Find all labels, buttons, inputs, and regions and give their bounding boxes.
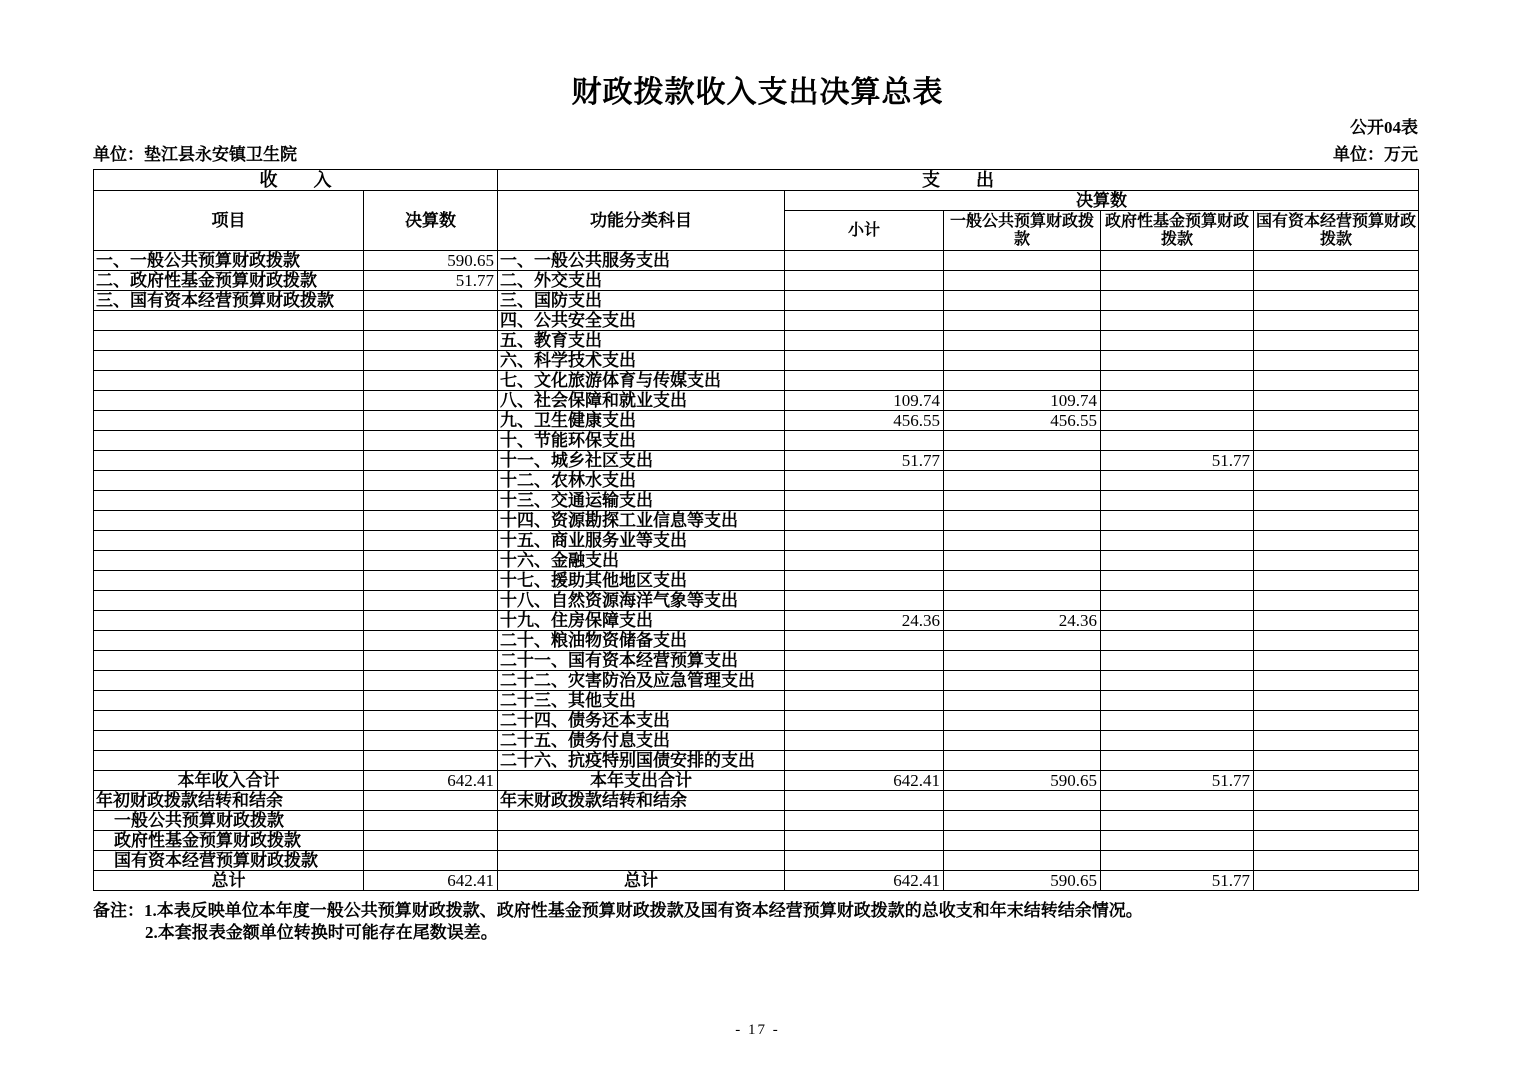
expense-item-label: 二十四、债务还本支出 (498, 711, 785, 731)
expense-general-budget-value (944, 711, 1101, 731)
expense-government-fund-value (1101, 251, 1254, 271)
table-row (94, 631, 1419, 651)
table-row (94, 731, 1419, 751)
income-item-label (94, 691, 364, 711)
income-item-value (364, 291, 498, 311)
expense-government-fund-value (1101, 671, 1254, 691)
expense-subtotal-value (785, 531, 944, 551)
expense-government-fund-value (1101, 311, 1254, 331)
expense-general-budget-value (944, 651, 1101, 671)
table-row (94, 831, 1419, 851)
expense-item-label: 三、国防支出 (498, 291, 785, 311)
summary-government-fund-value (1101, 811, 1254, 831)
expense-general-budget-value (944, 551, 1101, 571)
col-header-state-capital-budget: 国有资本经营预算财政拨款 (1254, 211, 1419, 251)
expense-general-budget-value (944, 371, 1101, 391)
summary-subtotal-value (785, 851, 944, 871)
table-row (94, 431, 1419, 451)
expense-subtotal-value (785, 631, 944, 651)
income-item-label: 二、政府性基金预算财政拨款 (94, 271, 364, 291)
expense-subtotal-value (785, 291, 944, 311)
expense-government-fund-value (1101, 651, 1254, 671)
income-item-label (94, 331, 364, 351)
summary-subtotal-value: 642.41 (785, 871, 944, 891)
table-row (94, 651, 1419, 671)
expense-state-capital-value (1254, 511, 1419, 531)
table-row (94, 451, 1419, 471)
expense-government-fund-value (1101, 571, 1254, 591)
expense-government-fund-value (1101, 751, 1254, 771)
expense-general-budget-value (944, 451, 1101, 471)
expense-state-capital-value (1254, 691, 1419, 711)
expense-government-fund-value (1101, 591, 1254, 611)
income-item-value (364, 491, 498, 511)
expense-general-budget-value (944, 251, 1101, 271)
expense-general-budget-value (944, 591, 1101, 611)
expense-government-fund-value: 51.77 (1101, 451, 1254, 471)
table-row (94, 851, 1419, 871)
expense-item-label: 十二、农林水支出 (498, 471, 785, 491)
summary-government-fund-value: 51.77 (1101, 771, 1254, 791)
summary-general-budget-value (944, 811, 1101, 831)
expense-item-label: 二十一、国有资本经营预算支出 (498, 651, 785, 671)
income-item-label: 一、一般公共预算财政拨款 (94, 251, 364, 271)
expense-subtotal-value (785, 251, 944, 271)
summary-income-label: 政府性基金预算财政拨款 (94, 831, 364, 851)
expense-general-budget-value (944, 691, 1101, 711)
expense-general-budget-value (944, 751, 1101, 771)
income-item-value (364, 731, 498, 751)
income-item-label (94, 471, 364, 491)
table-row (94, 191, 1419, 211)
expense-state-capital-value (1254, 711, 1419, 731)
summary-expense-label (498, 811, 785, 831)
expense-general-budget-value: 456.55 (944, 411, 1101, 431)
expense-state-capital-value (1254, 651, 1419, 671)
expense-subtotal-value (785, 571, 944, 591)
summary-general-budget-value (944, 831, 1101, 851)
expense-section-header: 支 出 (498, 170, 1419, 191)
expense-state-capital-value (1254, 611, 1419, 631)
table-row (94, 471, 1419, 491)
expense-general-budget-value (944, 571, 1101, 591)
col-header-expense-final-amount: 决算数 (785, 191, 1419, 211)
expense-general-budget-value (944, 271, 1101, 291)
expense-subtotal-value (785, 331, 944, 351)
income-item-value (364, 711, 498, 731)
expense-item-label: 二、外交支出 (498, 271, 785, 291)
expense-general-budget-value (944, 431, 1101, 451)
col-header-functional-classification: 功能分类科目 (498, 191, 785, 251)
summary-state-capital-value (1254, 811, 1419, 831)
expense-government-fund-value (1101, 711, 1254, 731)
summary-income-value (364, 811, 498, 831)
expense-subtotal-value: 109.74 (785, 391, 944, 411)
summary-income-value (364, 831, 498, 851)
expense-subtotal-value (785, 551, 944, 571)
expense-item-label: 二十、粮油物资储备支出 (498, 631, 785, 651)
summary-state-capital-value (1254, 851, 1419, 871)
expense-government-fund-value (1101, 691, 1254, 711)
expense-government-fund-value (1101, 511, 1254, 531)
col-header-subtotal: 小计 (785, 211, 944, 251)
income-item-label (94, 351, 364, 371)
summary-income-label: 年初财政拨款结转和结余 (94, 791, 364, 811)
income-item-label (94, 731, 364, 751)
expense-state-capital-value (1254, 591, 1419, 611)
expense-state-capital-value (1254, 731, 1419, 751)
income-item-value (364, 631, 498, 651)
summary-income-value (364, 851, 498, 871)
summary-government-fund-value: 51.77 (1101, 871, 1254, 891)
expense-subtotal-value (785, 591, 944, 611)
summary-general-budget-value (944, 791, 1101, 811)
income-item-label (94, 491, 364, 511)
expense-general-budget-value (944, 331, 1101, 351)
summary-expense-label (498, 851, 785, 871)
summary-subtotal-value (785, 811, 944, 831)
expense-general-budget-value (944, 531, 1101, 551)
expense-government-fund-value (1101, 271, 1254, 291)
table-row (94, 551, 1419, 571)
expense-subtotal-value: 24.36 (785, 611, 944, 631)
expense-government-fund-value (1101, 631, 1254, 651)
table-row (94, 571, 1419, 591)
income-item-label (94, 531, 364, 551)
expense-government-fund-value (1101, 291, 1254, 311)
table-row (94, 271, 1419, 291)
expense-general-budget-value (944, 471, 1101, 491)
summary-income-value: 642.41 (364, 771, 498, 791)
summary-expense-label: 本年支出合计 (498, 771, 785, 791)
income-item-label (94, 631, 364, 651)
expense-government-fund-value (1101, 371, 1254, 391)
income-item-value (364, 471, 498, 491)
income-item-value (364, 551, 498, 571)
col-header-final-amount: 决算数 (364, 191, 498, 251)
table-row (94, 751, 1419, 771)
expense-subtotal-value (785, 471, 944, 491)
table-row (94, 611, 1419, 631)
summary-government-fund-value (1101, 791, 1254, 811)
table-row (94, 311, 1419, 331)
expense-state-capital-value (1254, 351, 1419, 371)
income-item-value (364, 451, 498, 471)
expense-government-fund-value (1101, 391, 1254, 411)
expense-state-capital-value (1254, 571, 1419, 591)
income-item-label (94, 411, 364, 431)
table-row (94, 671, 1419, 691)
summary-income-value: 642.41 (364, 871, 498, 891)
expense-state-capital-value (1254, 471, 1419, 491)
form-code-label: 公开04表 (1350, 118, 1418, 137)
expense-subtotal-value (785, 511, 944, 531)
table-row (94, 351, 1419, 371)
expense-subtotal-value (785, 671, 944, 691)
expense-government-fund-value (1101, 491, 1254, 511)
summary-expense-label: 总计 (498, 871, 785, 891)
expense-general-budget-value (944, 731, 1101, 751)
expense-subtotal-value (785, 691, 944, 711)
income-item-label (94, 431, 364, 451)
expense-item-label: 九、卫生健康支出 (498, 411, 785, 431)
expense-general-budget-value: 24.36 (944, 611, 1101, 631)
expense-state-capital-value (1254, 431, 1419, 451)
income-section-header: 收 入 (94, 170, 498, 191)
expense-item-label: 十四、资源勘探工业信息等支出 (498, 511, 785, 531)
expense-general-budget-value (944, 631, 1101, 651)
summary-subtotal-value: 642.41 (785, 771, 944, 791)
expense-subtotal-value (785, 711, 944, 731)
expense-government-fund-value (1101, 431, 1254, 451)
summary-general-budget-value: 590.65 (944, 771, 1101, 791)
summary-state-capital-value (1254, 831, 1419, 851)
income-item-value (364, 691, 498, 711)
table-row (94, 711, 1419, 731)
income-item-value (364, 311, 498, 331)
table-row (94, 771, 1419, 791)
expense-general-budget-value: 109.74 (944, 391, 1101, 411)
expense-item-label: 二十二、灾害防治及应急管理支出 (498, 671, 785, 691)
table-row (94, 291, 1419, 311)
expense-item-label: 五、教育支出 (498, 331, 785, 351)
expense-item-label: 六、科学技术支出 (498, 351, 785, 371)
table-row (94, 871, 1419, 891)
expense-government-fund-value (1101, 731, 1254, 751)
table-row (94, 791, 1419, 811)
income-item-value (364, 371, 498, 391)
income-item-value: 51.77 (364, 271, 498, 291)
table-row (94, 411, 1419, 431)
income-item-label (94, 371, 364, 391)
income-item-label (94, 671, 364, 691)
expense-subtotal-value: 456.55 (785, 411, 944, 431)
expense-government-fund-value (1101, 531, 1254, 551)
expense-item-label: 十、节能环保支出 (498, 431, 785, 451)
income-item-label (94, 611, 364, 631)
summary-income-label: 本年收入合计 (94, 771, 364, 791)
expense-state-capital-value (1254, 631, 1419, 651)
page-title: 财政拨款收入支出决算总表 (571, 76, 944, 109)
expense-item-label: 八、社会保障和就业支出 (498, 391, 785, 411)
table-row (94, 391, 1419, 411)
table-row (94, 331, 1419, 351)
expense-item-label: 四、公共安全支出 (498, 311, 785, 331)
expense-item-label: 十三、交通运输支出 (498, 491, 785, 511)
expense-item-label: 二十五、债务付息支出 (498, 731, 785, 751)
expense-item-label: 十六、金融支出 (498, 551, 785, 571)
income-item-value (364, 351, 498, 371)
expense-general-budget-value (944, 671, 1101, 691)
expense-government-fund-value (1101, 331, 1254, 351)
summary-general-budget-value (944, 851, 1101, 871)
col-header-general-public-budget: 一般公共预算财政拨款 (944, 211, 1101, 251)
table-row (94, 691, 1419, 711)
expense-subtotal-value (785, 651, 944, 671)
expense-item-label: 十七、援助其他地区支出 (498, 571, 785, 591)
income-item-label (94, 751, 364, 771)
table-row (94, 591, 1419, 611)
expense-item-label: 二十六、抗疫特别国债安排的支出 (498, 751, 785, 771)
income-item-label: 三、国有资本经营预算财政拨款 (94, 291, 364, 311)
expense-government-fund-value (1101, 611, 1254, 631)
footnote-line-2: 2.本套报表金额单位转换时可能存在尾数误差。 (145, 923, 498, 942)
footnote-line-1: 备注：1.本表反映单位本年度一般公共预算财政拨款、政府性基金预算财政拨款及国有资本经营预算财政拨款的总收支和年末结转结余情况。 (93, 901, 1143, 920)
expense-subtotal-value (785, 751, 944, 771)
income-item-label (94, 391, 364, 411)
expense-subtotal-value (785, 431, 944, 451)
expense-general-budget-value (944, 291, 1101, 311)
income-item-value (364, 611, 498, 631)
expense-state-capital-value (1254, 331, 1419, 351)
income-item-value (364, 671, 498, 691)
income-item-value (364, 651, 498, 671)
expense-government-fund-value (1101, 551, 1254, 571)
summary-government-fund-value (1101, 851, 1254, 871)
expense-state-capital-value (1254, 671, 1419, 691)
income-item-value (364, 511, 498, 531)
table-row (94, 251, 1419, 271)
expense-item-label: 十八、自然资源海洋气象等支出 (498, 591, 785, 611)
summary-subtotal-value (785, 831, 944, 851)
table-row (94, 531, 1419, 551)
table-row (94, 491, 1419, 511)
footnotes (93, 900, 1453, 944)
table-row (94, 811, 1419, 831)
expense-state-capital-value (1254, 411, 1419, 431)
income-item-value (364, 411, 498, 431)
income-item-label (94, 311, 364, 331)
expense-item-label: 十九、住房保障支出 (498, 611, 785, 631)
expense-state-capital-value (1254, 751, 1419, 771)
expense-general-budget-value (944, 351, 1101, 371)
summary-subtotal-value (785, 791, 944, 811)
summary-expense-label (498, 831, 785, 851)
income-item-value (364, 531, 498, 551)
income-item-label (94, 711, 364, 731)
income-item-label (94, 551, 364, 571)
col-header-government-fund-budget: 政府性基金预算财政拨款 (1101, 211, 1254, 251)
summary-income-label: 一般公共预算财政拨款 (94, 811, 364, 831)
income-item-value (364, 391, 498, 411)
expense-subtotal-value: 51.77 (785, 451, 944, 471)
summary-state-capital-value (1254, 771, 1419, 791)
expense-state-capital-value (1254, 551, 1419, 571)
expense-subtotal-value (785, 371, 944, 391)
income-item-value (364, 431, 498, 451)
expense-subtotal-value (785, 351, 944, 371)
expense-item-label: 十五、商业服务业等支出 (498, 531, 785, 551)
expense-general-budget-value (944, 511, 1101, 531)
expense-state-capital-value (1254, 371, 1419, 391)
expense-subtotal-value (785, 311, 944, 331)
income-item-label (94, 571, 364, 591)
income-item-value (364, 591, 498, 611)
expense-state-capital-value (1254, 391, 1419, 411)
fiscal-appropriation-summary-table (93, 169, 1419, 891)
summary-income-label: 国有资本经营预算财政拨款 (94, 851, 364, 871)
summary-income-label: 总计 (94, 871, 364, 891)
expense-subtotal-value (785, 731, 944, 751)
summary-general-budget-value: 590.65 (944, 871, 1101, 891)
income-item-value (364, 751, 498, 771)
table-row (94, 511, 1419, 531)
income-item-label (94, 591, 364, 611)
expense-state-capital-value (1254, 291, 1419, 311)
expense-state-capital-value (1254, 451, 1419, 471)
income-item-label (94, 511, 364, 531)
expense-state-capital-value (1254, 271, 1419, 291)
summary-state-capital-value (1254, 871, 1419, 891)
summary-income-value (364, 791, 498, 811)
expense-government-fund-value (1101, 411, 1254, 431)
expense-government-fund-value (1101, 471, 1254, 491)
expense-general-budget-value (944, 311, 1101, 331)
income-item-label (94, 451, 364, 471)
income-item-label (94, 651, 364, 671)
col-header-item: 项目 (94, 191, 364, 251)
expense-state-capital-value (1254, 311, 1419, 331)
expense-subtotal-value (785, 271, 944, 291)
unit-currency-label: 单位：万元 (1333, 145, 1418, 164)
expense-general-budget-value (944, 491, 1101, 511)
summary-state-capital-value (1254, 791, 1419, 811)
table-row (94, 371, 1419, 391)
income-item-value (364, 331, 498, 351)
unit-name-label: 单位：垫江县永安镇卫生院 (93, 145, 297, 164)
expense-state-capital-value (1254, 251, 1419, 271)
income-item-value (364, 571, 498, 591)
meta-row (93, 145, 1418, 165)
summary-government-fund-value (1101, 831, 1254, 851)
expense-item-label: 二十三、其他支出 (498, 691, 785, 711)
income-item-value: 590.65 (364, 251, 498, 271)
expense-item-label: 七、文化旅游体育与传媒支出 (498, 371, 785, 391)
expense-state-capital-value (1254, 491, 1419, 511)
expense-state-capital-value (1254, 531, 1419, 551)
expense-item-label: 一、一般公共服务支出 (498, 251, 785, 271)
table-row (94, 170, 1419, 191)
summary-expense-label: 年末财政拨款结转和结余 (498, 791, 785, 811)
expense-item-label: 十一、城乡社区支出 (498, 451, 785, 471)
expense-subtotal-value (785, 491, 944, 511)
expense-government-fund-value (1101, 351, 1254, 371)
page-number: - 17 - (735, 1022, 780, 1038)
